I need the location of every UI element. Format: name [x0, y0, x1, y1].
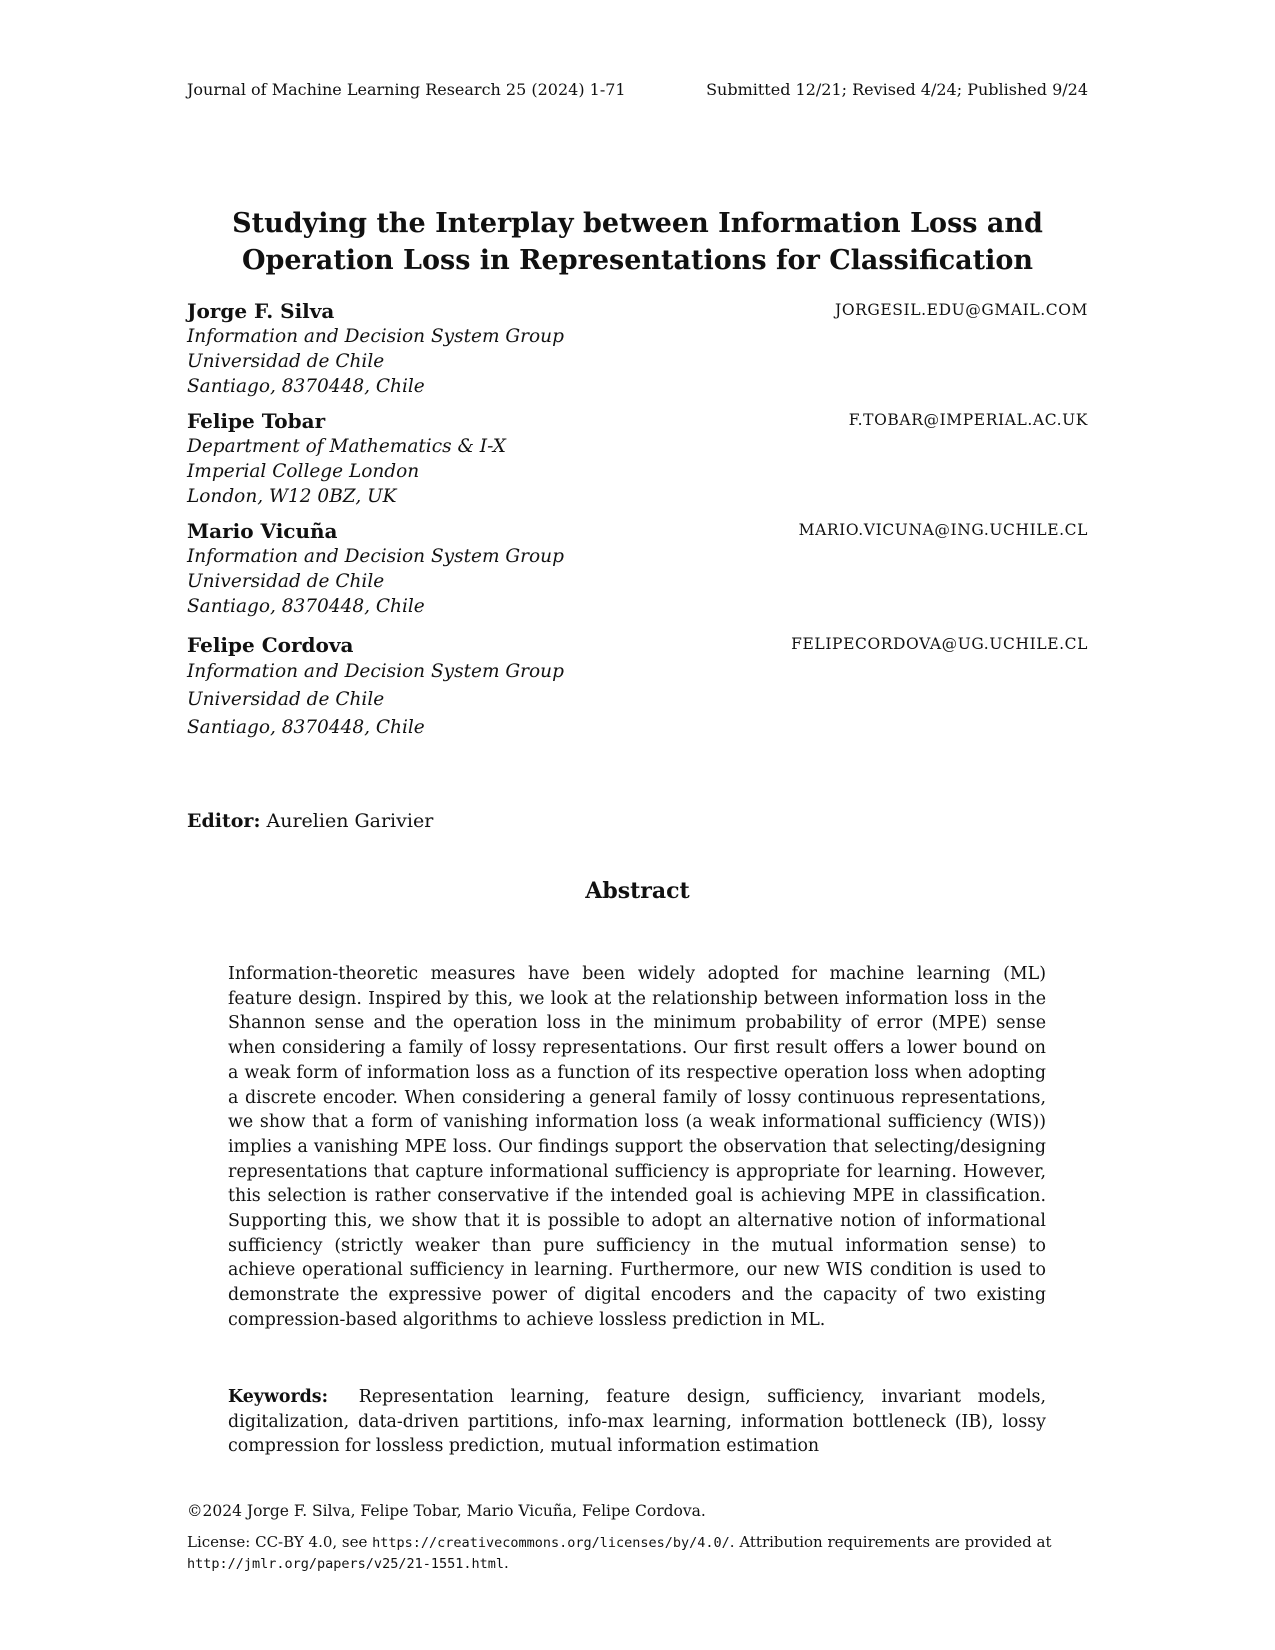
- author-block: [187, 632, 1088, 742]
- license-link[interactable]: https://creativecommons.org/licenses/by/4.0/: [372, 1535, 730, 1551]
- abstract-text: Information-theoretic measures have been widely adopted for machine learning (ML) feature design. Inspired by this, we look at the relationship between information loss in the Shannon sense and the operation loss in the minimum probability of error (MPE) sense when considering a family of lossy representations. Our first result offers a lower bound on a weak form of information loss as a function of its respective operation loss when adopting a discrete encoder. When considering a general family of lossy continuous representations, we show that a form of vanishing information loss (a weak informational sufficiency (WIS)) implies a vanishing MPE loss. Our findings support the observation that selecting/designing representations that capture informational sufficiency is appropriate for learning. However, this selection is rather conservative if the intended goal is achieving MPE in classification. Supporting this, we show that it is possible to adopt an alternative notion of informational sufficiency (strictly weaker than pure sufficiency in the mutual information sense) to achieve operational sufficiency in learning. Furthermore, our new WIS condition is used to demonstrate the expressive power of digital encoders and the capacity of two existing compression-based algorithms to achieve lossless prediction in ML.: [228, 964, 1046, 1330]
- author-affiliation-line: Information and Decision System Group: [187, 661, 564, 682]
- keywords-label: Keywords:: [228, 1387, 329, 1407]
- keywords-text: Representation learning, feature design, sufficiency, invariant models, digitalization, data-driven partitions, info-max learning, information bottleneck (IB), lossy compression for lossless prediction, mutual information estimation: [228, 1387, 1046, 1457]
- author-affiliation-line: Information and Decision System Group: [187, 546, 564, 567]
- license-end: .: [503, 1554, 509, 1572]
- title-line-1: Studying the Interplay between Information Loss and: [232, 208, 1043, 239]
- author-email[interactable]: JORGESIL.EDU@GMAIL.COM: [835, 301, 1088, 319]
- author-affiliation-line: Information and Decision System Group: [187, 326, 564, 347]
- copyright-notice: ©2024 Jorge F. Silva, Felipe Tobar, Mario Vicuña, Felipe Cordova.: [187, 1502, 706, 1520]
- author-email[interactable]: MARIO.VICUNA@ING.UCHILE.CL: [798, 521, 1088, 539]
- author-affiliation-line: Santiago, 8370448, Chile: [187, 596, 425, 617]
- author-affiliation-line: Imperial College London: [187, 461, 420, 482]
- author-name: Felipe Tobar: [187, 409, 326, 433]
- journal-citation: Journal of Machine Learning Research 25 (2024) 1-71: [187, 80, 626, 99]
- author-affiliation-line: Universidad de Chile: [187, 351, 385, 372]
- author-affiliation-line: Universidad de Chile: [187, 571, 385, 592]
- author-block: [187, 518, 1088, 619]
- author-name: Jorge F. Silva: [187, 299, 335, 323]
- author-name: Mario Vicuña: [187, 519, 338, 543]
- paper-title: [187, 205, 1088, 279]
- author-email[interactable]: F.TOBAR@IMPERIAL.AC.UK: [848, 411, 1088, 429]
- author-affiliation-line: Department of Mathematics & I-X: [187, 436, 506, 457]
- license-notice: [187, 1532, 1088, 1574]
- title-line-2: Operation Loss in Representations for Classification: [241, 245, 1034, 276]
- editor-line: [187, 810, 433, 832]
- editor-name: Aurelien Garivier: [266, 810, 434, 832]
- license-middle: . Attribution requirements are provided at: [729, 1533, 1052, 1551]
- author-block: [187, 408, 1088, 509]
- author-name: Felipe Cordova: [187, 633, 354, 657]
- license-prefix: License: CC-BY 4.0, see: [187, 1533, 373, 1551]
- publication-dates: Submitted 12/21; Revised 4/24; Published 9/24: [706, 80, 1088, 99]
- author-email[interactable]: FELIPECORDOVA@UG.UCHILE.CL: [791, 635, 1088, 653]
- abstract-heading: Abstract: [585, 878, 690, 904]
- author-affiliation-line: London, W12 0BZ, UK: [187, 486, 397, 507]
- author-affiliation-line: Santiago, 8370448, Chile: [187, 376, 425, 397]
- author-block: [187, 298, 1088, 399]
- editor-label: Editor:: [187, 810, 261, 832]
- author-affiliation-line: Universidad de Chile: [187, 689, 385, 710]
- attribution-link[interactable]: http://jmlr.org/papers/v25/21-1551.html: [187, 1556, 504, 1572]
- author-affiliation-line: Santiago, 8370448, Chile: [187, 717, 425, 738]
- keywords-section: [228, 1385, 1046, 1459]
